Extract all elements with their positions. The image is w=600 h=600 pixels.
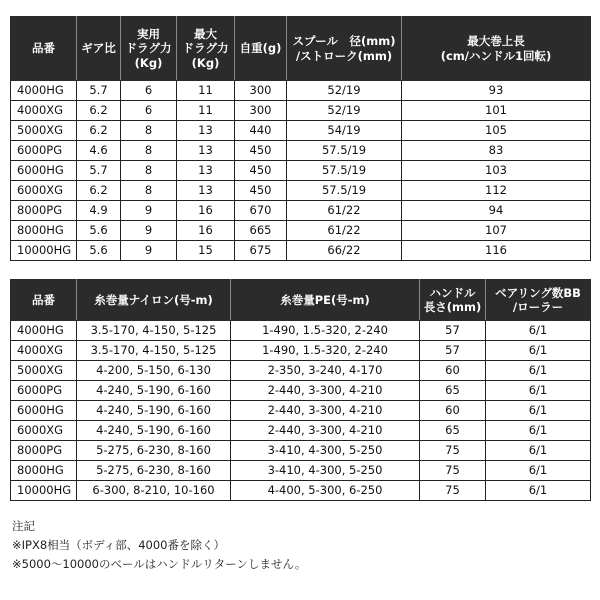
column-header-line: 糸巻量ナイロン(号-m) [94, 292, 213, 307]
table-row [11, 241, 591, 261]
table-cell: 61/22 [287, 221, 402, 241]
model-cell: 10000HG [11, 241, 77, 261]
column-header-line: (Kg) [134, 55, 163, 70]
table-cell: 5-275, 6-230, 8-160 [77, 461, 231, 481]
table-cell: 9 [121, 201, 177, 221]
table-row [11, 461, 591, 481]
column-header [231, 280, 420, 321]
table-row [11, 381, 591, 401]
table-cell: 6-300, 8-210, 10-160 [77, 481, 231, 501]
column-header [402, 17, 591, 81]
table-cell: 3-410, 4-300, 5-250 [231, 461, 420, 481]
column-header-line: /ローラー [512, 300, 564, 314]
model-cell: 6000HG [11, 161, 77, 181]
table-row [11, 421, 591, 441]
column-header [77, 17, 121, 81]
table-cell: 66/22 [287, 241, 402, 261]
model-cell: 8000PG [11, 201, 77, 221]
model-cell: 6000XG [11, 181, 77, 201]
table-cell: 8 [121, 141, 177, 161]
model-cell: 4000HG [11, 321, 77, 341]
spec-table-2 [10, 279, 591, 501]
table-cell: 61/22 [287, 201, 402, 221]
table-cell: 5.6 [77, 241, 121, 261]
model-cell: 10000HG [11, 481, 77, 501]
table-cell: 57 [420, 341, 486, 361]
table-cell: 52/19 [287, 81, 402, 101]
model-cell: 6000XG [11, 421, 77, 441]
model-cell: 8000HG [11, 221, 77, 241]
table-cell: 6/1 [486, 401, 591, 421]
column-header-line: /ストローク(mm) [295, 48, 393, 63]
column-header [287, 17, 402, 81]
table-row [11, 481, 591, 501]
table-row [11, 321, 591, 341]
table-cell: 15 [177, 241, 235, 261]
table-cell: 2-350, 3-240, 4-170 [231, 361, 420, 381]
table-cell: 4-400, 5-300, 6-250 [231, 481, 420, 501]
column-header [11, 280, 77, 321]
table-cell: 57.5/19 [287, 161, 402, 181]
table-cell: 5.7 [77, 81, 121, 101]
table-cell: 6 [121, 81, 177, 101]
table-cell: 8 [121, 181, 177, 201]
table-cell: 107 [402, 221, 591, 241]
column-header-line: ドラグ力 [125, 41, 172, 56]
table-cell: 8 [121, 161, 177, 181]
table-cell: 9 [121, 241, 177, 261]
table-cell: 5.7 [77, 161, 121, 181]
column-header-line: ハンドル [429, 285, 476, 300]
note-line: ※IPX8相当（ボディ部、4000番を除く） [12, 538, 226, 552]
table-cell: 57.5/19 [287, 141, 402, 161]
model-cell: 5000XG [11, 121, 77, 141]
table-cell: 3-410, 4-300, 5-250 [231, 441, 420, 461]
column-header-line: スプール 径(mm) [292, 34, 396, 49]
table-cell: 75 [420, 461, 486, 481]
model-cell: 6000PG [11, 381, 77, 401]
table-cell: 6/1 [486, 441, 591, 461]
table-cell: 60 [420, 401, 486, 421]
table-cell: 450 [235, 141, 287, 161]
table-cell: 8 [121, 121, 177, 141]
table-row [11, 441, 591, 461]
table-cell: 13 [177, 121, 235, 141]
table-cell: 3.5-170, 4-150, 5-125 [77, 341, 231, 361]
model-cell: 4000HG [11, 81, 77, 101]
column-header [235, 17, 287, 81]
table-row [11, 181, 591, 201]
table-cell: 4.6 [77, 141, 121, 161]
table-cell: 440 [235, 121, 287, 141]
table-cell: 1-490, 1.5-320, 2-240 [231, 321, 420, 341]
model-cell: 6000HG [11, 401, 77, 421]
table-cell: 6/1 [486, 321, 591, 341]
table-cell: 2-440, 3-300, 4-210 [231, 421, 420, 441]
column-header-line: ドラグ力 [182, 41, 229, 56]
table-cell: 75 [420, 481, 486, 501]
spec-table-1 [10, 16, 591, 261]
notes-section [12, 517, 306, 574]
column-header-line: 長さ(mm) [423, 300, 482, 314]
column-header-line: (Kg) [191, 55, 220, 70]
table-row [11, 201, 591, 221]
table-cell: 2-440, 3-300, 4-210 [231, 401, 420, 421]
model-cell: 4000XG [11, 101, 77, 121]
table-cell: 3.5-170, 4-150, 5-125 [77, 321, 231, 341]
table-cell: 665 [235, 221, 287, 241]
table-cell: 11 [177, 101, 235, 121]
table-cell: 16 [177, 201, 235, 221]
table-cell: 450 [235, 161, 287, 181]
table-cell: 6/1 [486, 481, 591, 501]
table-cell: 112 [402, 181, 591, 201]
table-cell: 6/1 [486, 421, 591, 441]
table-cell: 16 [177, 221, 235, 241]
table-cell: 4-200, 5-150, 6-130 [77, 361, 231, 381]
table-cell: 65 [420, 421, 486, 441]
model-cell: 5000XG [11, 361, 77, 381]
table-cell: 116 [402, 241, 591, 261]
table-cell: 93 [402, 81, 591, 101]
table-cell: 4-240, 5-190, 6-160 [77, 421, 231, 441]
column-header [77, 280, 231, 321]
model-cell: 8000PG [11, 441, 77, 461]
table-cell: 670 [235, 201, 287, 221]
column-header [486, 280, 591, 321]
table-cell: 101 [402, 101, 591, 121]
model-cell: 8000HG [11, 461, 77, 481]
table-row [11, 101, 591, 121]
table-cell: 5.6 [77, 221, 121, 241]
table-row [11, 361, 591, 381]
table-cell: 75 [420, 441, 486, 461]
column-header-line: 自重(g) [239, 41, 282, 56]
table-row [11, 161, 591, 181]
table-cell: 13 [177, 181, 235, 201]
column-header [420, 280, 486, 321]
column-header [177, 17, 235, 81]
table-cell: 105 [402, 121, 591, 141]
column-header [121, 17, 177, 81]
table-cell: 9 [121, 221, 177, 241]
column-header [11, 17, 77, 81]
table-cell: 6.2 [77, 101, 121, 121]
table-cell: 11 [177, 81, 235, 101]
table-row [11, 401, 591, 421]
column-header-line: 品番 [32, 292, 55, 307]
table-cell: 4-240, 5-190, 6-160 [77, 381, 231, 401]
table-cell: 5-275, 6-230, 8-160 [77, 441, 231, 461]
notes-title: 注記 [12, 519, 35, 533]
model-cell: 6000PG [11, 141, 77, 161]
note-line: ※5000〜10000のベールはハンドルリターンしません。 [12, 557, 307, 571]
table-cell: 6/1 [486, 381, 591, 401]
column-header-line: ギア比 [81, 41, 116, 56]
table-cell: 57 [420, 321, 486, 341]
table-row [11, 341, 591, 361]
column-header-line: 品番 [32, 41, 55, 56]
table-cell: 13 [177, 141, 235, 161]
model-cell: 4000XG [11, 341, 77, 361]
table-header-row [11, 17, 591, 81]
table-cell: 65 [420, 381, 486, 401]
table-cell: 6.2 [77, 181, 121, 201]
table-cell: 6/1 [486, 461, 591, 481]
table-cell: 57.5/19 [287, 181, 402, 201]
table-cell: 52/19 [287, 101, 402, 121]
column-header-line: 糸巻量PE(号-m) [280, 292, 370, 307]
table-cell: 54/19 [287, 121, 402, 141]
column-header-line: 最大巻上長 [467, 34, 525, 49]
column-header-line: 最大 [194, 26, 217, 41]
table-cell: 675 [235, 241, 287, 261]
table-cell: 6/1 [486, 341, 591, 361]
column-header-line: 実用 [137, 26, 160, 41]
table-row [11, 121, 591, 141]
table-cell: 6/1 [486, 361, 591, 381]
table-cell: 4.9 [77, 201, 121, 221]
table-cell: 6 [121, 101, 177, 121]
table-row [11, 221, 591, 241]
table-cell: 13 [177, 161, 235, 181]
table-row [11, 141, 591, 161]
table-cell: 94 [402, 201, 591, 221]
table-header-row [11, 280, 591, 321]
table-cell: 6.2 [77, 121, 121, 141]
table-cell: 2-440, 3-300, 4-210 [231, 381, 420, 401]
table-cell: 4-240, 5-190, 6-160 [77, 401, 231, 421]
table-cell: 60 [420, 361, 486, 381]
table-row [11, 81, 591, 101]
table-cell: 300 [235, 81, 287, 101]
table-cell: 83 [402, 141, 591, 161]
column-header-line: ベアリング数BB [495, 285, 581, 300]
table-cell: 450 [235, 181, 287, 201]
column-header-line: (cm/ハンドル1回転) [440, 48, 552, 63]
table-cell: 300 [235, 101, 287, 121]
table-cell: 1-490, 1.5-320, 2-240 [231, 341, 420, 361]
table-cell: 103 [402, 161, 591, 181]
